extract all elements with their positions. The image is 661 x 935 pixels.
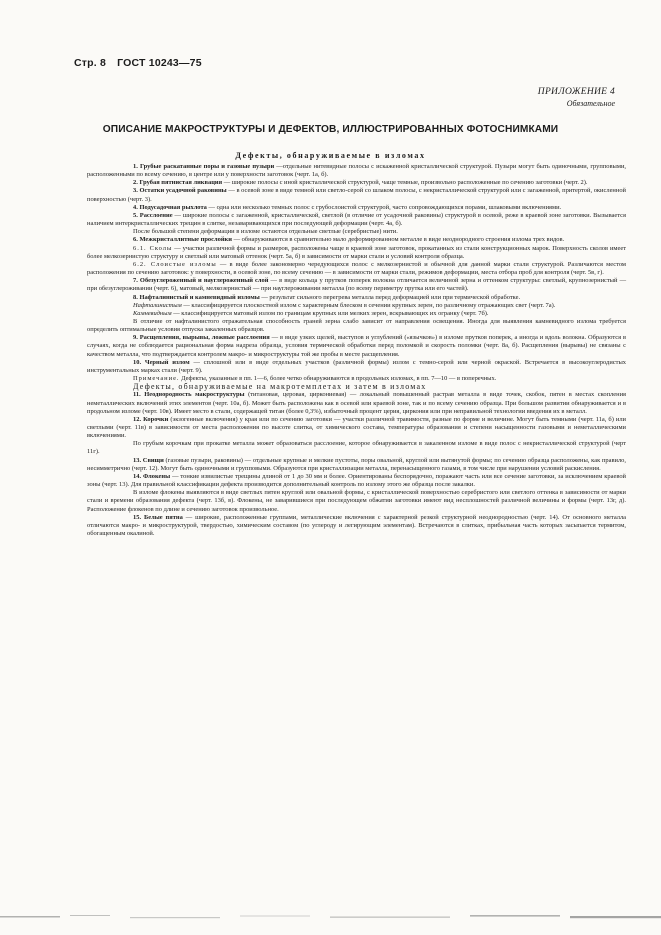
paragraph-8-note: В отличие от нафталинистого отражательная способность граней зерна слабо зависит от направления освещения. Иногда для выявления камневидного излома требуется определить оптимальные условия отпуска закаленных образцов. (87, 317, 626, 334)
paragraph-5-note: После большой степени деформации в изломе остаются отдельные светлые (серебристые) нити. (133, 228, 398, 236)
standard-number: ГОСТ 10243—75 (117, 57, 202, 69)
section-heading-fractures: Дефекты, обнаруживаемые в изломах (235, 151, 426, 160)
paragraph-4: 4. Подусадочная рыхлота — одна или несколько темных полос с грубослоистой структурой, часто сопровождающихся порами, шлаковыми включениями. (133, 203, 562, 211)
paragraph-14: 14. Флокены — тонкие извилистые трещины длиной от 1 до 30 мм и более. Ориентированы беспорядочно, поражают часть или все сечение заготовки, за исключением краевой зоны (черт. 13). Для правильной классификации дефекта производится дополнительный контроль по излому этого же образца после закалки. (87, 472, 627, 489)
page-number: Стр. 8 (74, 57, 107, 69)
paragraph-9: 9. Расщепления, вырывы, ложные расслоения — в виде узких щелей, выступов и углублений («язычков») в изломе прутков поперек, а иногда и вдоль волокна. Образуются в случаях, когда не соблюдается рациональная форма надреза образца, условия термической обработки перед поломкой и скорость поломки (черт. 8а, б). Расщепления (вырывы) не связаны с качеством металла, что подтверждается контролем макро- и микроструктуры той же пробы в месте расщепления. (87, 334, 626, 358)
paragraph-8-stone: Камневидным — классифицируется матовый излом по границам крупных или мелких зерен, вскрывающих их огранку (черт. 7б). (133, 309, 489, 317)
document-body (87, 163, 626, 538)
paragraph-11: 11. Неоднородность макроструктуры (титановая, церовая, циркониевая) — локальный повышенный растрав металла в виде точек, скобок, пятен в местах скопления неметаллических включений этих элементов (черт. 10а, б). Может быть расположена как в осевой или краевой зоне, так и по всему сечению образца. При большом развитии обнаруживается и в продольном изломе (черт. 10в). Имеет место в стали, содержащей титан (более 0,3%), избыточный процент церия, циркония или при неправильной технологии введения их в металл. (87, 391, 626, 415)
paragraph-15: 15. Белые пятна — широкие, расположенные группами, металлические включения с характерной резкой структурной неоднородностью (черт. 14). От основного металла отличаются макро- и микроструктурой, твердостью, химическим составом (по углероду и легирующим элементам). Встречаются в слитках, прибыльная часть которых засыпается термитом, обогащенным окалиной. (87, 513, 627, 538)
paragraph-5: 5. Расслоение — широкие полосы с загаженной, кристаллической, светлой (в отличие от усадочной раковины) структурой в осевой, реже в краевой зоне заготовки. Вызывается наличием интеркристаллических трещин в слитке, незаваривающихся при последующей деформации (черт. 4а, б). (87, 211, 626, 228)
paragraph-1: 1. Грубые раскатанные поры и газовые пузыри —отдельные нитевидные полосы с искаженной кристаллической структурой. Пузыри могут быть одиночными, групповыми, расположенными по всему сечению, в центре или у поверхности заготовок (черт. 1а, б). (87, 163, 626, 179)
paragraph-12-note: По грубым корочкам при прокатке металла может образоваться расслоение, которое обнаруживается в закаленном изломе в виде полос с некристаллической структурой (черт 11г). (87, 440, 626, 456)
page-header (74, 57, 210, 69)
paragraph-13: 13. Свищи (газовые пузыри, раковины) — отдельные крупные и мелкие пустоты, поры овальной, круглой или вытянутой формы; по сечению образца расположены, как правило, несимметрично (черт. 12). Могут быть одиночными и групповыми. Образуются при кристаллизации металла, перенасыщенного газами, в том числе при нарушении условий раскисления. (87, 456, 626, 472)
paragraph-10: 10. Черный излом — сплошной или в виде отдельных участков (различной формы) излом с темно-серой или черной окраской. Встречается в высокоуглеродистых инструментальных марках стали (черт. 9). (87, 358, 626, 374)
paragraph-6: 6. Межкристаллитные прослойки — обнаруживаются в сравнительно мало деформированном металле в виде неоднородного строения излома трех видов. (133, 236, 565, 244)
document-title: ОПИСАНИЕ МАКРОСТРУКТУРЫ И ДЕФЕКТОВ, ИЛЛЮСТРИРОВАННЫХ ФОТОСНИМКАМИ (102, 124, 559, 135)
paragraph-14-note: В изломе флокены выявляются в виде светлых пятен круглой или овальной формы, с кристаллической поверхностью серебристого или светлого оттенка в зависимости от марки стали и времени образования дефекта (черт. 13б, в). Флокены, не заварившиеся при последующем обжатии заготовки имеют вид несплошностей различной величины и формы (черт. 13г, д). Расположение флокенов по длине и сечению заготовок произвольное. (87, 489, 626, 513)
appendix-title: ПРИЛОЖЕНИЕ 4 (537, 87, 615, 97)
paragraph-6-2: 6.2. Слоистые изломы — в виде более закономерно чередующихся полос с мелкозернистой и обычной для данной марки стали структурой. Различаются местом расположения по сечению заготовок: у поверхности, в осевой зоне, по всему сечению — в зависимости от марки стали, режимов деформации, места отбора проб для контроля (черт. 5в, г). (87, 260, 627, 277)
section-heading-macrotemplates: Дефекты, обнаруживаемые на макротемплетах и затем в изломах (133, 382, 427, 392)
paragraph-12: 12. Корочки (экзогенные включения) у края или по сечению заготовки — участки различной травимости, разные по форме и величине. Могут быть темными (черт. 11а, б) или светлыми (черт. 11в) в зависимости от места расположения по высоте слитка, от химического состава, температуры образования и степени насыщенности газовыми и неметаллическими включениями. (87, 415, 626, 440)
paragraph-6-1: 6.1. Сколы — участки различной формы и размеров, расположены чаще в краевой зоне заготовок, прокатанных из стали конструкционных марок. Поверхность сколов имеет более мелкозернистую структуру и светлый или матовый оттенок (черт. 5а, б) в зависимости от марки стали и условий контроля образца. (87, 244, 627, 260)
paragraph-2: 2. Грубая пятнистая ликвация — широкие полосы с иной кристаллической структурой, чаще темные, произвольно расположенные по сечению заготовки (черт. 2). (133, 179, 588, 187)
paragraph-7: 7. Обезуглероженный и науглероженный слой — в виде кольца у прутков поперек волокна отличается величиной зерна и оттенком структуры: светлый, крупнозернистый — при обезуглероживании (черт. 6), матовый, мелкозернистый — при науглероживании металла (по всему периметру прутка или его частей). (87, 277, 627, 293)
paragraph-8-naphthalene: Нафталинистым — классифицируется плоскостной излом с характерным блеском в сечении крупных зерен, по различному отражающих свет (черт. 7а). (133, 301, 556, 309)
paragraph-3: 3. Остатки усадочной раковины — в осевой зоне в виде темной или светло-серой со шлаком полосы, с некристаллической структурой или с загаженной, притертой, окисленной поверхностью (черт. 3). (87, 187, 626, 203)
paragraph-8: 8. Нафталинистый и камневидный изломы — результат сильного перегрева металла перед деформацией или при термической обработке. (133, 293, 521, 301)
appendix-label (538, 87, 615, 108)
note-paragraph: Примечание. Дефекты, указанные в пп. 1—6, более четко обнаруживаются в продольных изломах, в пп. 7—10 — в поперечных. (133, 375, 497, 383)
appendix-status: Обязательное (566, 99, 615, 108)
scan-edge-noise (0, 912, 661, 920)
